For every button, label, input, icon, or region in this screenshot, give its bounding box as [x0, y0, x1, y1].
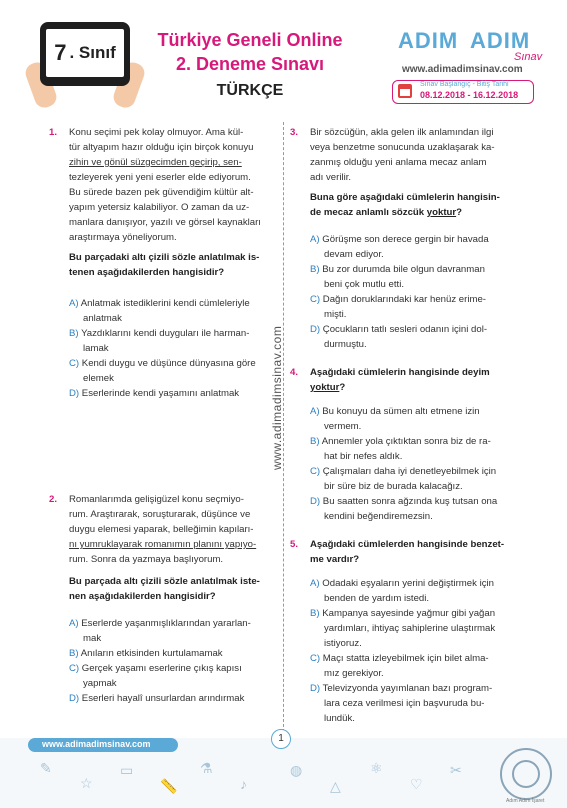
option-text: Eserlerinde kendi yaşamını anlatmak [81, 388, 240, 399]
option-a[interactable] [310, 404, 510, 434]
option-text: hat bir nefes aldık. [324, 451, 403, 462]
option-letter: B) [69, 648, 79, 659]
stem-text: de mecaz anlamlı sözcük [310, 207, 427, 218]
stem-line: Bu parçadaki altı çizili sözle anlatılmak is- [69, 252, 260, 263]
stem-line: nen aşağıdakilerden hangisidir? [69, 591, 216, 602]
option-text: Televizyonda yayımlanan bazı program- [322, 683, 493, 694]
option-d[interactable] [69, 691, 269, 706]
option-text: Dağın doruklarındaki kar henüz erime- [322, 294, 486, 305]
option-letter: D) [69, 693, 80, 704]
option-letter: B) [310, 264, 320, 275]
date-value: 08.12.2018 - 16.12.2018 [420, 90, 519, 100]
text-line: Konu seçimi pek kolay olmuyor. Ama kül- [69, 127, 244, 138]
option-b[interactable] [69, 646, 269, 661]
option-text: Anlatmak istediklerini kendi cümleleriyle [80, 298, 250, 309]
option-letter: A) [310, 578, 320, 589]
option-text: Maçı statta izleyebilmek için bilet alma- [322, 653, 489, 664]
option-letter: D) [69, 388, 80, 399]
question-number: 5. [290, 539, 299, 550]
option-letter: C) [69, 663, 80, 674]
option-text: Bu konuyu da sümen altı etmene izin [322, 406, 480, 417]
option-text: Kampanya sayesinde yağmur gibi yağan [322, 608, 496, 619]
option-letter: B) [310, 608, 320, 619]
option-text: Görüşme son derece gergin bir havada [322, 234, 489, 245]
option-text: lamak [83, 343, 109, 354]
stem-line: Bu parçada altı çizili sözle anlatılmak iste- [69, 576, 260, 587]
tablet-graphic [40, 22, 130, 86]
option-letter: C) [310, 294, 321, 305]
option-text: Eserleri hayalî unsurlardan arındırmak [81, 693, 245, 704]
option-c[interactable] [69, 356, 269, 386]
option-text: anlatmak [83, 313, 122, 324]
logo-word2: ADIM [470, 28, 531, 53]
option-text: lara ceza verilmesi için başvuruda bu- [324, 698, 485, 709]
option-text: mız gerekiyor. [324, 668, 384, 679]
option-letter: C) [69, 358, 80, 369]
negation-word: yoktur [310, 382, 340, 393]
question-number: 4. [290, 367, 299, 378]
heart-icon: ♡ [410, 776, 423, 792]
option-letter: A) [69, 618, 79, 629]
option-letter: C) [310, 653, 321, 664]
text-line: Bu sürede bazen pek güvendiğim kültür alt- [69, 187, 254, 198]
star-icon: ☆ [80, 775, 93, 791]
option-letter: D) [310, 324, 321, 335]
question-3-stem [310, 190, 510, 220]
text-line: manlara danışıyor, yazılı ve görsel kaynakları [69, 217, 261, 228]
exam-title-line2: 2. Deneme Sınavı [175, 54, 325, 74]
header-website: www.adimadimsinav.com [402, 64, 523, 75]
text-line: tür altyapım hazır olduğu için birçok konuyu [69, 142, 254, 153]
option-c[interactable] [310, 292, 510, 322]
date-label: Sınav Başlangıç - Bitiş Tarihi [420, 81, 509, 88]
option-d[interactable] [310, 494, 510, 524]
option-letter: A) [69, 298, 79, 309]
negation-word: yoktur [426, 207, 457, 218]
text-line: tezleyerek yeni yeni eserler elde ediyorum. [69, 172, 251, 183]
option-text: Eserlerde yaşanmışlıklarından yararlan- [81, 618, 251, 629]
option-text: Bu zor durumda bile olgun davranman [322, 264, 485, 275]
text-line: rum. Sonra da yazmaya başlıyorum. [69, 554, 224, 565]
option-letter: B) [69, 328, 79, 339]
option-letter: A) [310, 406, 320, 417]
option-b[interactable] [69, 326, 269, 356]
option-text: Anıların etkisinden kurtulamamak [80, 648, 223, 659]
option-text: Odadaki eşyaların yerini değiştirmek için [322, 578, 494, 589]
option-letter: D) [310, 496, 321, 507]
option-text: bir süre biz de burada kalacağız. [324, 481, 463, 492]
stem-line: Aşağıdaki cümlelerden hangisinde benzet- [310, 539, 505, 550]
option-letter: A) [310, 234, 320, 245]
stem-line: Aşağıdaki cümlelerin hangisinde deyim [310, 367, 490, 378]
option-text: Gerçek yaşamı eserlerine çıkış kapısı [81, 663, 242, 674]
pencil-icon: ✎ [40, 760, 52, 776]
exam-title-line1: Türkiye Geneli Online [157, 30, 343, 50]
text-line: Bir sözcüğün, akla gelen ilk anlamından ilgi [310, 127, 494, 138]
stem-text: ? [456, 207, 462, 218]
question-5-stem [310, 537, 510, 567]
text-line: Romanlarımda gelişigüzel konu seçmiyo- [69, 494, 244, 505]
option-b[interactable] [310, 606, 510, 651]
option-c[interactable] [310, 651, 510, 681]
option-text: Bu saatten sonra ağzında kuş tutsan ona [322, 496, 498, 507]
question-1-stem [69, 250, 269, 280]
option-text: Annemler yola çıktıktan sonra biz de ra- [321, 436, 491, 447]
option-a[interactable] [310, 232, 510, 262]
atom-icon: ⚛ [370, 760, 383, 776]
option-text: lundük. [324, 713, 355, 724]
grade-badge [46, 29, 124, 77]
text-line: zanmış olduğu yeni anlama mecaz anlam [310, 157, 487, 168]
book-icon: ▭ [120, 762, 134, 778]
question-2-text [69, 492, 269, 567]
question-2-stem [69, 574, 269, 604]
option-text: Yazdıklarını kendi duyguları ile harman- [81, 328, 250, 339]
stem-line [310, 380, 510, 395]
page-number: 1 [271, 729, 291, 749]
question-1-text [69, 125, 269, 245]
option-text: yardımları, ihtiyaç sahiplerine ulaştırmak [324, 623, 496, 634]
option-text: Kendi duygu ve düşünce dünyasına göre [81, 358, 256, 369]
option-text: mak [83, 633, 102, 644]
question-3-text [310, 125, 510, 185]
option-c[interactable] [69, 661, 269, 691]
grade-number: 7 [54, 40, 67, 65]
option-text: benden de yardım istedi. [324, 593, 430, 604]
text-line: araştırmaya yöneliyorum. [69, 232, 177, 243]
music-note-icon: ♪ [240, 776, 247, 792]
option-d[interactable] [69, 386, 269, 401]
option-text: yapmak [83, 678, 117, 689]
option-a[interactable] [310, 576, 510, 606]
option-b[interactable] [310, 262, 510, 292]
footer-seal-inner [512, 760, 540, 788]
logo-word1: ADIM [398, 28, 459, 53]
underlined-line: nı yumruklayarak romanımın planını yapıyo- [69, 539, 257, 550]
text-line: duygu elemesi yaparak, belleğimin kapıları- [69, 524, 254, 535]
footer-logo-caption: Adım Adım İşaret [506, 798, 545, 804]
question-number: 3. [290, 127, 299, 138]
logo-sinav: Sınav [514, 51, 543, 63]
option-text: istiyoruz. [324, 638, 362, 649]
option-text: Çocukların tatlı sesleri odanın içini dol- [322, 324, 488, 335]
subject-title: TÜRKÇE [216, 82, 284, 99]
text-line: veya benzetme sonucunda uzaklaşarak ka- [310, 142, 495, 153]
text-line: adı verilir. [310, 172, 352, 183]
stem-line [310, 205, 510, 220]
option-d[interactable] [310, 681, 510, 726]
question-4-stem [310, 365, 510, 395]
stem-line: tenen aşağıdakilerden hangisidir? [69, 267, 225, 278]
triangle-icon: △ [330, 778, 341, 794]
option-letter: C) [310, 466, 321, 477]
option-text: mişti. [324, 309, 347, 320]
grade-label: . Sınıf [69, 43, 116, 62]
option-text: kendini beğendiremezsin. [324, 511, 433, 522]
option-text: vermem. [324, 421, 362, 432]
side-watermark: www.adimadimsinav.com [270, 325, 284, 470]
stem-text: ? [339, 382, 346, 393]
question-number: 1. [49, 127, 58, 138]
calendar-icon [398, 84, 412, 98]
option-letter: B) [310, 436, 320, 447]
option-text: beni çok mutlu etti. [324, 279, 404, 290]
option-a[interactable] [69, 616, 269, 646]
option-letter: D) [310, 683, 321, 694]
question-number: 2. [49, 494, 58, 505]
flask-icon: ⚗ [200, 760, 213, 776]
stem-line: Buna göre aşağıdaki cümlelerin hangisin- [310, 192, 500, 203]
underlined-line: zihin ve gönül süzgecimden geçirip, sen- [69, 157, 242, 168]
stem-line: me vardır? [310, 554, 360, 565]
ruler-icon: 📏 [160, 778, 178, 794]
option-text: elemek [83, 373, 114, 384]
option-text: Çalışmaları daha iyi denetleyebilmek için [322, 466, 497, 477]
option-text: durmuştu. [324, 339, 367, 350]
scissors-icon: ✂ [450, 762, 462, 778]
option-d[interactable] [310, 322, 510, 352]
footer-website[interactable]: www.adimadimsinav.com [42, 739, 151, 749]
globe-icon: ◍ [290, 762, 303, 778]
text-line: rum. Araştırarak, soruşturarak, düşünce ve [69, 509, 251, 520]
text-line: yapım yetersiz kalabiliyor. O zaman da uz- [69, 202, 250, 213]
option-a[interactable] [69, 296, 269, 326]
option-c[interactable] [310, 464, 510, 494]
option-b[interactable] [310, 434, 510, 464]
option-text: devam ediyor. [324, 249, 384, 260]
